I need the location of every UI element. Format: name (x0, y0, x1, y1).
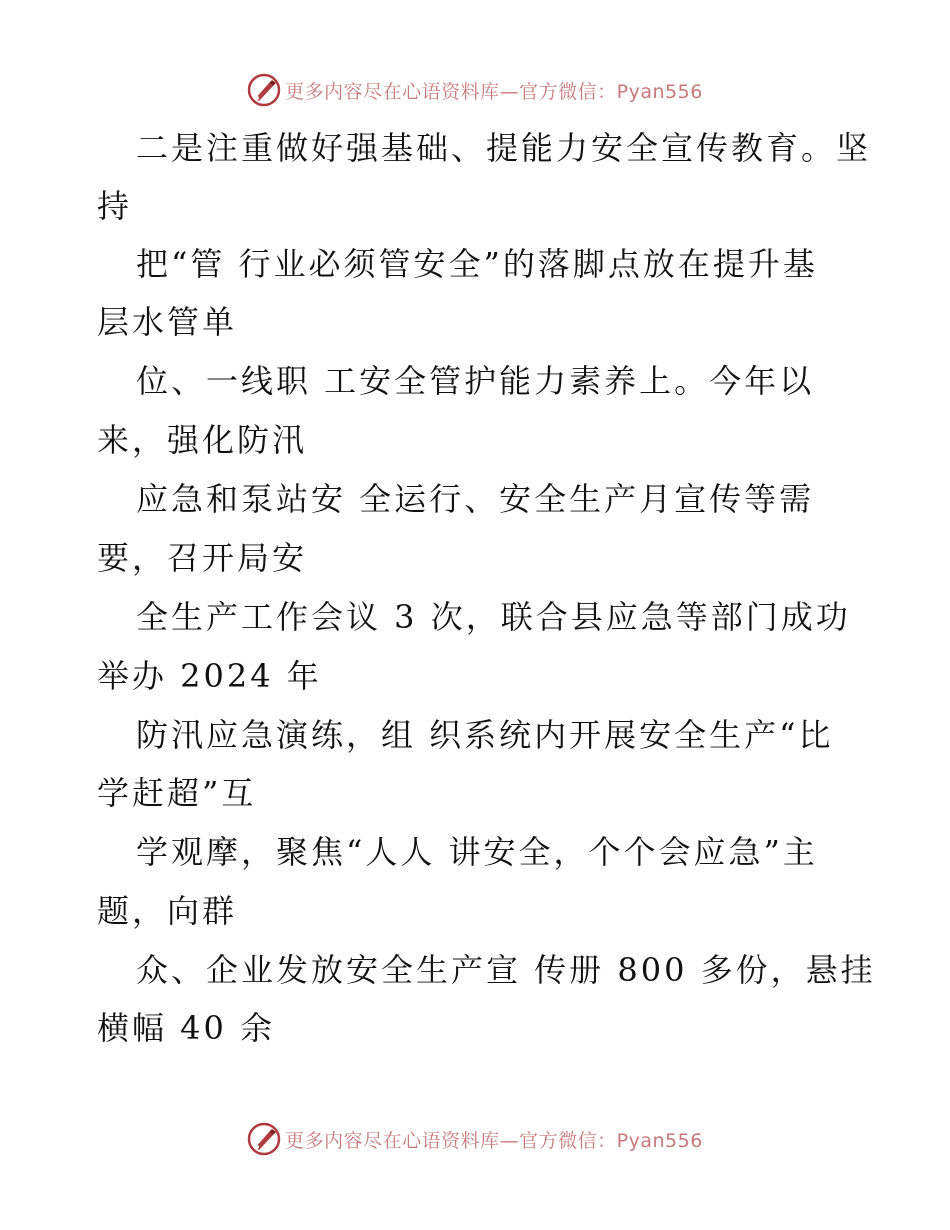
text-line: 学赶超”互 (97, 774, 257, 812)
text-line: 举办 2024 年 (97, 657, 322, 695)
text-line: 横幅 40 余 (97, 1009, 276, 1047)
text-line: 把“管 行业必须管安全”的落脚点放在提升基 (136, 245, 818, 283)
footer-banner-text: 更多内容尽在心语资料库—官方微信：Pyan556 (285, 1129, 703, 1152)
text-line: 全生产工作会议 3 次，联合县应急等部门成功 (136, 598, 851, 636)
footer-banner (0, 1117, 950, 1161)
text-line: 要，召开局安 (97, 539, 308, 577)
text-line: 学观摩，聚焦“人人 讲安全，个个会应急”主 (136, 833, 818, 871)
header-banner-text: 更多内容尽在心语资料库—官方微信：Pyan556 (285, 80, 703, 103)
pen-circle-logo-icon (247, 1122, 281, 1156)
text-line: 持 (97, 187, 133, 225)
text-line: 位、一线职 工安全管护能力素养上。今年以 (136, 362, 815, 400)
text-line: 应急和泵站安 全运行、安全生产月宣传等需 (136, 480, 815, 518)
text-line: 防汛应急演练，组 织系统内开展安全生产“比 (136, 716, 834, 754)
text-line: 众、企业发放安全生产宣 传册 800 多份，悬挂 (136, 951, 876, 989)
text-line: 层水管单 (97, 303, 238, 341)
text-line: 题，向群 (97, 892, 238, 930)
text-line: 来，强化防汛 (97, 421, 308, 459)
text-line: 二是注重做好强基础、提能力安全宣传教育。坚 (136, 129, 872, 167)
